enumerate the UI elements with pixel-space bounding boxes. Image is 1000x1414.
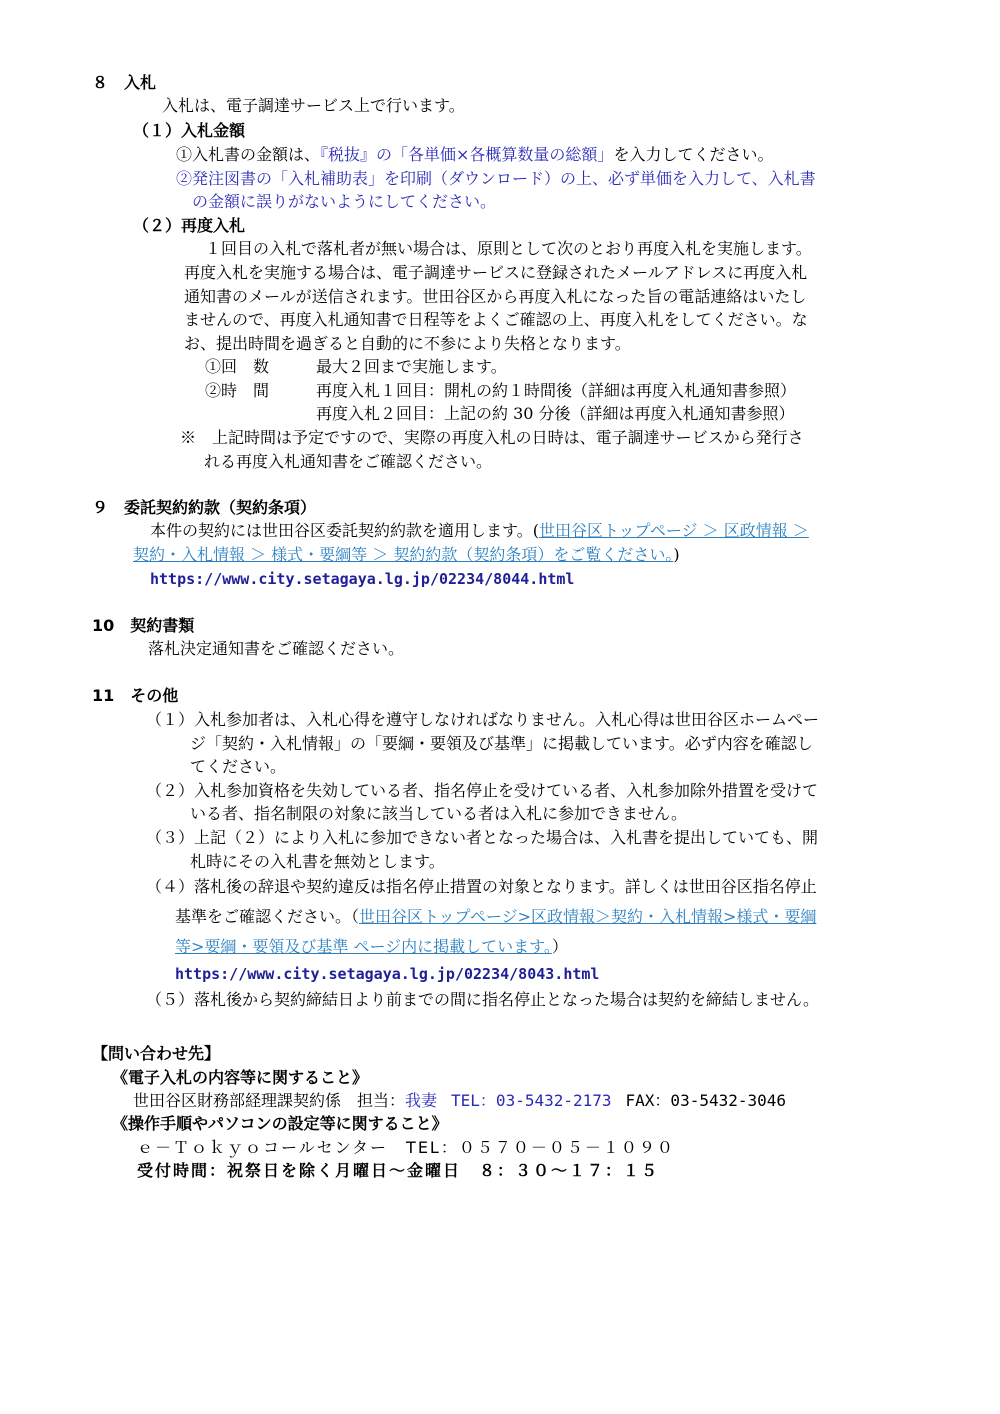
rebid-time-value-2: 再度入札２回目：上記の約 30 分後（詳細は再度入札通知書参照） — [316, 404, 795, 423]
other-item-1-line-3: てください。 — [190, 757, 287, 776]
section-8-2-heading: （２）再度入札 — [133, 216, 246, 235]
other-item-4-line-3 — [175, 936, 568, 958]
other-item-1-line-1: （１）入札参加者は、入札心得を遵守しなければなりません。入札心得は世田谷区ホームペー — [146, 710, 819, 729]
contact-heading: 【問い合わせ先】 — [92, 1044, 221, 1063]
bid-amount-emphasis: 『税抜』の「各単価×各概算数量の総額」 — [320, 145, 614, 164]
rebid-time-label: ②時 間 — [205, 381, 270, 400]
other-item-4-line-2 — [175, 906, 816, 928]
rebid-para-line-4: ませんので、再度入札通知書で日程等をよくご確認の上、再度入札をしてください。な — [184, 310, 808, 329]
other-item-3-line-2: 札時にその入札書を無効とします。 — [190, 852, 445, 871]
other-item-4-text: 基準をご確認ください。（ — [175, 907, 360, 926]
section-8-intro: 入札は、電子調達サービス上で行います。 — [162, 96, 465, 115]
contract-terms-close-paren: ) — [673, 545, 680, 564]
rebid-note-line-1: ※ 上記時間は予定ですので、実際の再度入札の日時は、電子調達サービスから発行さ — [180, 428, 804, 447]
other-item-3-line-1: （３）上記（２）により入札に参加できない者となった場合は、入札書を提出していても、開 — [146, 828, 819, 847]
contact-person: 我妻 — [405, 1091, 438, 1110]
section-8-1-heading: （１）入札金額 — [133, 121, 246, 140]
suspension-criteria-link-part-2[interactable]: 等>要綱・要領及び基準 ページ内に掲載しています。 — [175, 937, 552, 956]
suspension-criteria-url[interactable]: https://www.city.setagaya.lg.jp/02234/8043.html — [175, 965, 600, 983]
rebid-para-line-1: １回目の入札で落札者が無い場合は、原則として次のとおり再度入札を実施します。 — [205, 239, 812, 258]
contact-hours: 受付時間：祝祭日を除く月曜日～金曜日 ８：３０～１７：１５ — [137, 1161, 660, 1180]
contact-group-1-line — [133, 1090, 786, 1112]
contact-fax: FAX：03-5432-3046 — [625, 1091, 787, 1110]
rebid-count-label: ①回 数 — [205, 357, 270, 376]
bid-amount-line-2: ②発注図書の「入札補助表」を印刷（ダウンロード）の上、必ず単価を入力して、入札書 — [176, 169, 816, 188]
bid-amount-text-a: ①入札書の金額は、 — [176, 145, 321, 164]
contract-terms-text: 本件の契約には世田谷区委託契約約款を適用します。( — [150, 521, 539, 540]
contact-group-2-title: 《操作手順やパソコンの設定等に関すること》 — [112, 1114, 448, 1133]
other-item-2-line-1: （２）入札参加資格を失効している者、指名停止を受けている者、入札参加除外措置を受けて — [146, 781, 819, 800]
contact-tel: TEL：03-5432-2173 — [451, 1091, 612, 1110]
contact-dept: 世田谷区財務部経理課契約係 担当： — [133, 1091, 406, 1110]
section-9-heading: ９ 委託契約約款（契約条項） — [92, 498, 317, 517]
bid-amount-line-1 — [176, 144, 773, 166]
section-10-text: 落札決定通知書をご確認ください。 — [148, 639, 405, 658]
section-8-heading: ８ 入札 — [92, 73, 157, 92]
other-item-1-line-2: ジ「契約・入札情報」の「要綱・要領及び基準」に掲載しています。必ず内容を確認し — [190, 734, 813, 753]
rebid-para-line-2: 再度入札を実施する場合は、電子調達サービスに登録されたメールアドレスに再度入札 — [184, 263, 808, 282]
contract-terms-link-part-1[interactable]: 世田谷区トップページ ＞ 区政情報 ＞ — [538, 521, 809, 540]
other-item-4-close-paren: ） — [551, 937, 568, 956]
contact-group-1-title: 《電子入札の内容等に関すること》 — [112, 1068, 369, 1087]
bid-amount-line-3: の金額に誤りがないようにしてください。 — [192, 192, 497, 211]
contract-terms-line-1 — [150, 520, 809, 542]
suspension-criteria-link-part-1[interactable]: 世田谷区トップページ>区政情報＞契約・入札情報>様式・要綱 — [359, 907, 817, 926]
contract-terms-url[interactable]: https://www.city.setagaya.lg.jp/02234/8044.html — [150, 570, 575, 588]
rebid-para-line-5: お、提出時間を過ぎると自動的に不参により失格となります。 — [184, 334, 631, 353]
other-item-2-line-2: いる者、指名制限の対象に該当している者は入札に参加できません。 — [190, 804, 687, 823]
rebid-para-line-3: 通知書のメールが送信されます。世田谷区から再度入札になった旨の電話連絡はいたし — [184, 287, 807, 306]
other-item-4-line-1: （４）落札後の辞退や契約違反は指名停止措置の対象となります。詳しくは世田谷区指名停止 — [146, 877, 817, 896]
other-item-5: （５）落札後から契約締結日より前までの間に指名停止となった場合は契約を締結しません。 — [146, 990, 819, 1009]
rebid-count-value: 最大２回まで実施します。 — [316, 357, 507, 376]
rebid-time-value-1: 再度入札１回目：開札の約１時間後（詳細は再度入札通知書参照） — [316, 381, 797, 400]
bid-amount-text-c: を入力してください。 — [613, 145, 774, 164]
contract-terms-line-2 — [133, 544, 680, 566]
section-11-heading: 11 その他 — [92, 686, 179, 705]
contact-call-center: ｅ－Ｔｏｋｙｏコールセンター TEL：０５７０－０５－１０９０ — [137, 1138, 675, 1157]
section-10-heading: 10 契約書類 — [92, 616, 195, 635]
contract-terms-link-part-2[interactable]: 契約・入札情報 ＞ 様式・要綱等 ＞ 契約約款（契約条項）をご覧ください。 — [133, 545, 674, 564]
rebid-note-line-2: れる再度入札通知書をご確認ください。 — [204, 452, 493, 471]
